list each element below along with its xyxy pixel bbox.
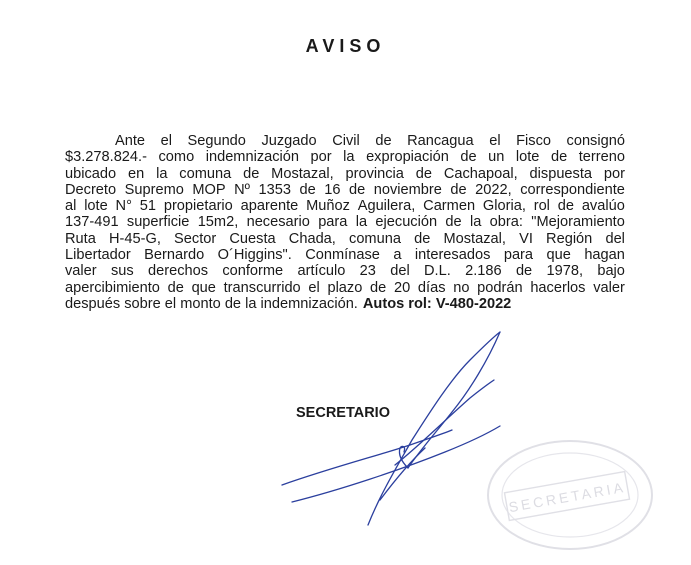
notice-word: Civil <box>332 133 360 149</box>
notice-word: plazo <box>327 279 363 296</box>
notice-word: de <box>415 165 432 182</box>
notice-word: de <box>243 165 260 182</box>
notice-word: O´Higgins". <box>217 247 292 264</box>
notice-word: VI <box>519 230 533 247</box>
notice-word: de <box>349 181 366 198</box>
notice-word: que <box>546 247 571 264</box>
notice-word: D.L. <box>424 263 451 280</box>
notice-word: transcurrido <box>223 279 301 296</box>
notice-word: ubicado <box>65 165 117 182</box>
notice-word: de <box>557 198 574 215</box>
notice-word: "Mejoramiento <box>531 214 625 231</box>
handwritten-signature <box>282 332 500 525</box>
notice-word: 15m2, <box>197 214 239 231</box>
notice-word: Aguilera, <box>357 198 416 215</box>
notice-word: Decreto <box>65 181 117 198</box>
notice-word: la <box>355 214 368 231</box>
notice-word: 23 <box>359 263 376 280</box>
notice-word: avalúo <box>581 198 625 215</box>
notice-word: 1978, <box>546 263 584 280</box>
notice-word: valer <box>593 279 625 296</box>
notice-word: Segundo <box>187 133 246 149</box>
notice-word: 51 <box>139 198 156 215</box>
notice-word: Juzgado <box>261 133 317 149</box>
notice-word: comuna <box>179 165 232 182</box>
notice-word: de <box>550 149 568 166</box>
stamp-text: SECRETARIA <box>507 478 627 516</box>
notice-word: podrán <box>477 279 523 296</box>
notice-word: por <box>603 165 625 182</box>
notice-word: 1353 <box>258 181 291 198</box>
notice-word: Fisco <box>516 133 551 149</box>
notice-word: rol <box>533 198 550 215</box>
notice-word: no <box>453 279 470 296</box>
notice-word: al <box>65 198 77 215</box>
notice-word: el <box>308 279 320 296</box>
notice-word: de <box>414 230 431 247</box>
notice-word: de <box>375 133 392 149</box>
notice-word: de <box>450 181 467 198</box>
notice-word: Conmínase <box>305 247 380 264</box>
notice-word: aparente <box>240 198 299 215</box>
notice-word: como <box>158 149 195 166</box>
notice-word: un <box>488 149 505 166</box>
notice-word: la <box>469 214 482 231</box>
notice-word: necesario <box>246 214 310 231</box>
notice-word: del <box>390 263 410 280</box>
notice-word: el <box>489 133 501 149</box>
notice-word: conforme <box>222 263 284 280</box>
notice-word: superficie <box>126 214 190 231</box>
notice-word: Cuesta <box>229 230 276 247</box>
notice-word: de <box>299 181 316 198</box>
notice-word: por <box>310 149 332 166</box>
notice-word: artículo <box>297 263 346 280</box>
notice-word: Chada, <box>288 230 336 247</box>
notice-word: de <box>515 263 533 280</box>
notice-word: Nº <box>234 181 250 198</box>
notice-closing-text: después sobre el monto de la indemnización. <box>65 295 358 312</box>
notice-word: valer <box>65 263 97 280</box>
notice-word: propietario <box>163 198 233 215</box>
notice-word: el <box>160 133 172 149</box>
notice-word: Muñoz <box>306 198 350 215</box>
notice-word: H-45-G, <box>108 230 161 247</box>
notice-word: en <box>127 165 145 182</box>
notice-word: consignó <box>566 133 625 149</box>
notice-word: dispuesta <box>529 165 593 182</box>
notice-word: hagan <box>584 247 625 264</box>
notice-word: Mostazal, <box>271 165 334 182</box>
notice-word: Libertador <box>65 247 131 264</box>
notice-word: para <box>503 247 534 264</box>
notice-title: AVISO <box>305 36 386 56</box>
notice-word: provincia <box>345 165 404 182</box>
notice-word: del <box>605 230 625 247</box>
notice-word: bajo <box>597 263 625 280</box>
notice-word: lote <box>84 198 108 215</box>
notice-word: días <box>417 279 446 296</box>
notice-word: la <box>156 165 168 182</box>
notice-word: hacerlos <box>530 279 586 296</box>
notice-word: derechos <box>147 263 209 280</box>
notice-word: noviembre <box>373 181 442 198</box>
notice-word: Rancagua <box>407 133 474 149</box>
notice-word: Región <box>546 230 593 247</box>
notice-word: sus <box>110 263 134 280</box>
notice-word: 2022, <box>475 181 512 198</box>
notice-word: MOP <box>192 181 226 198</box>
notice-word: para <box>318 214 348 231</box>
notice-word: interesados <box>414 247 491 264</box>
notice-word: correspondiente <box>520 181 625 198</box>
notice-word: N° <box>115 198 132 215</box>
notice-word: Ante <box>115 133 146 149</box>
notice-word: Bernardo <box>144 247 205 264</box>
notice-word: a <box>393 247 402 264</box>
notice-word: 137-491 <box>65 214 119 231</box>
notice-word: comuna <box>349 230 401 247</box>
notice-word: de <box>445 214 462 231</box>
notice-word: indemnización <box>205 149 300 166</box>
notice-word: 16 <box>324 181 341 198</box>
notice-word: apercibimiento <box>65 279 160 296</box>
official-stamp <box>488 441 652 549</box>
notice-word: Supremo <box>124 181 184 198</box>
signature-label: SECRETARIO <box>296 405 390 421</box>
notice-word: ejecución <box>375 214 438 231</box>
notice-word: Mostazal, <box>443 230 506 247</box>
notice-word: de <box>460 149 477 166</box>
notice-word: $3.278.824.- <box>65 149 147 166</box>
notice-word: que <box>191 279 216 296</box>
case-reference: Autos rol: V-480-2022 <box>362 295 512 312</box>
notice-word: 2.186 <box>465 263 502 280</box>
notice-word: Gloria, <box>482 198 526 215</box>
notice-word: 20 <box>393 279 411 296</box>
notice-word: de <box>167 279 184 296</box>
notice-word: terreno <box>578 149 625 166</box>
notice-word: lote <box>515 149 540 166</box>
notice-word: Cachapoal, <box>443 165 518 182</box>
notice-word: Carmen <box>423 198 476 215</box>
notice-word: la <box>343 149 355 166</box>
notice-word: obra: <box>489 214 523 231</box>
notice-word: de <box>370 279 387 296</box>
notice-word: expropiación <box>366 149 449 166</box>
notice-word: Sector <box>174 230 217 247</box>
notice-word: Ruta <box>65 230 96 247</box>
